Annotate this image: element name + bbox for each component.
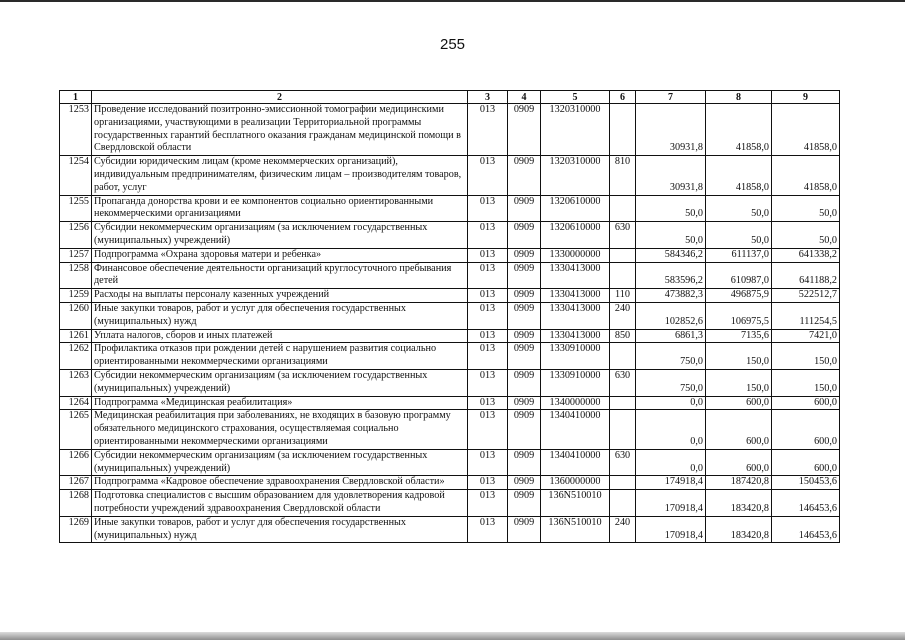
row-number: 1253 — [60, 104, 92, 156]
row-ministry-code: 013 — [468, 449, 508, 476]
row-value-col9: 111254,5 — [772, 302, 840, 329]
row-number: 1255 — [60, 195, 92, 222]
row-number: 1260 — [60, 302, 92, 329]
row-name: Подпрограмма «Охрана здоровья матери и ребенка» — [92, 248, 468, 262]
row-value-col8: 183420,8 — [706, 490, 772, 517]
row-value-col8: 50,0 — [706, 222, 772, 249]
row-target-code: 1340410000 — [541, 449, 610, 476]
row-value-col9: 7421,0 — [772, 329, 840, 343]
row-value-col7: 30931,8 — [636, 156, 706, 195]
row-ministry-code: 013 — [468, 516, 508, 543]
table-body — [60, 104, 840, 543]
row-value-col8: 610987,0 — [706, 262, 772, 289]
row-value-col9: 641188,2 — [772, 262, 840, 289]
row-number: 1264 — [60, 396, 92, 410]
table-row — [60, 222, 840, 249]
row-value-col9: 41858,0 — [772, 156, 840, 195]
table-row — [60, 104, 840, 156]
row-value-col7: 170918,4 — [636, 516, 706, 543]
row-value-col7: 750,0 — [636, 369, 706, 396]
row-expense-type: 630 — [610, 449, 636, 476]
row-value-col7: 30931,8 — [636, 104, 706, 156]
row-name: Субсидии некоммерческим организациям (за исключением государственных (муниципальных) учреждений) — [92, 449, 468, 476]
row-value-col8: 150,0 — [706, 343, 772, 370]
row-target-code: 1320310000 — [541, 104, 610, 156]
row-ministry-code: 013 — [468, 262, 508, 289]
row-value-col8: 187420,8 — [706, 476, 772, 490]
row-target-code: 1330910000 — [541, 343, 610, 370]
row-target-code: 1340000000 — [541, 396, 610, 410]
row-target-code: 1340410000 — [541, 410, 610, 449]
row-value-col7: 0,0 — [636, 449, 706, 476]
table-row — [60, 289, 840, 303]
row-number: 1268 — [60, 490, 92, 517]
row-section-code: 0909 — [508, 262, 541, 289]
row-value-col9: 50,0 — [772, 222, 840, 249]
row-target-code: 1330910000 — [541, 369, 610, 396]
row-value-col7: 750,0 — [636, 343, 706, 370]
row-value-col8: 600,0 — [706, 396, 772, 410]
row-number: 1267 — [60, 476, 92, 490]
header-col-6: 6 — [610, 91, 636, 104]
row-number: 1257 — [60, 248, 92, 262]
row-value-col8: 600,0 — [706, 449, 772, 476]
header-col-8: 8 — [706, 91, 772, 104]
row-value-col8: 50,0 — [706, 195, 772, 222]
row-number: 1269 — [60, 516, 92, 543]
row-ministry-code: 013 — [468, 369, 508, 396]
row-number: 1265 — [60, 410, 92, 449]
row-value-col9: 522512,7 — [772, 289, 840, 303]
row-value-col8: 41858,0 — [706, 104, 772, 156]
row-name: Подготовка специалистов с высшим образованием для удовлетворения кадровой потребности учреждений здравоохранения Свердловской области — [92, 490, 468, 517]
row-value-col8: 183420,8 — [706, 516, 772, 543]
header-col-2: 2 — [92, 91, 468, 104]
row-ministry-code: 013 — [468, 222, 508, 249]
row-section-code: 0909 — [508, 369, 541, 396]
page-number: 255 — [439, 36, 466, 53]
table-row — [60, 516, 840, 543]
row-value-col9: 150,0 — [772, 343, 840, 370]
row-value-col7: 50,0 — [636, 222, 706, 249]
row-value-col9: 641338,2 — [772, 248, 840, 262]
row-target-code: 136N510010 — [541, 490, 610, 517]
row-ministry-code: 013 — [468, 490, 508, 517]
row-ministry-code: 013 — [468, 329, 508, 343]
row-number: 1263 — [60, 369, 92, 396]
row-name: Субсидии некоммерческим организациям (за исключением государственных (муниципальных) учреждений) — [92, 369, 468, 396]
header-row — [60, 91, 840, 104]
row-value-col7: 583596,2 — [636, 262, 706, 289]
row-name: Субсидии некоммерческим организациям (за исключением государственных (муниципальных) учреждений) — [92, 222, 468, 249]
row-target-code: 1320610000 — [541, 195, 610, 222]
row-name: Профилактика отказов при рождении детей с нарушением развития социально ориентированными некоммерческими организациями — [92, 343, 468, 370]
header-col-3: 3 — [468, 91, 508, 104]
row-number: 1258 — [60, 262, 92, 289]
row-ministry-code: 013 — [468, 289, 508, 303]
row-section-code: 0909 — [508, 289, 541, 303]
row-value-col7: 102852,6 — [636, 302, 706, 329]
row-expense-type — [610, 476, 636, 490]
row-target-code: 1330413000 — [541, 289, 610, 303]
table-row — [60, 490, 840, 517]
table-row — [60, 410, 840, 449]
row-target-code: 1330413000 — [541, 302, 610, 329]
row-value-col7: 473882,3 — [636, 289, 706, 303]
table-row — [60, 449, 840, 476]
row-number: 1266 — [60, 449, 92, 476]
header-col-5: 5 — [541, 91, 610, 104]
table-row — [60, 302, 840, 329]
row-expense-type — [610, 248, 636, 262]
row-section-code: 0909 — [508, 410, 541, 449]
row-section-code: 0909 — [508, 516, 541, 543]
row-section-code: 0909 — [508, 343, 541, 370]
table-row — [60, 262, 840, 289]
row-value-col8: 106975,5 — [706, 302, 772, 329]
row-section-code: 0909 — [508, 476, 541, 490]
row-section-code: 0909 — [508, 329, 541, 343]
table-row — [60, 369, 840, 396]
row-value-col7: 50,0 — [636, 195, 706, 222]
row-number: 1259 — [60, 289, 92, 303]
row-value-col8: 611137,0 — [706, 248, 772, 262]
row-name: Расходы на выплаты персоналу казенных учреждений — [92, 289, 468, 303]
row-name: Подпрограмма «Медицинская реабилитация» — [92, 396, 468, 410]
table-row — [60, 329, 840, 343]
row-target-code: 1330413000 — [541, 329, 610, 343]
row-value-col7: 0,0 — [636, 396, 706, 410]
row-section-code: 0909 — [508, 156, 541, 195]
row-ministry-code: 013 — [468, 248, 508, 262]
row-value-col7: 0,0 — [636, 410, 706, 449]
row-target-code: 136N510010 — [541, 516, 610, 543]
row-section-code: 0909 — [508, 449, 541, 476]
row-value-col9: 150,0 — [772, 369, 840, 396]
row-expense-type: 630 — [610, 369, 636, 396]
header-col-9: 9 — [772, 91, 840, 104]
row-name: Пропаганда донорства крови и ее компонентов социально ориентированными некоммерческими организациями — [92, 195, 468, 222]
row-ministry-code: 013 — [468, 476, 508, 490]
table-row — [60, 396, 840, 410]
row-ministry-code: 013 — [468, 302, 508, 329]
row-expense-type — [610, 262, 636, 289]
row-value-col7: 174918,4 — [636, 476, 706, 490]
row-ministry-code: 013 — [468, 343, 508, 370]
row-target-code: 1360000000 — [541, 476, 610, 490]
row-expense-type: 110 — [610, 289, 636, 303]
header-col-4: 4 — [508, 91, 541, 104]
row-number: 1262 — [60, 343, 92, 370]
row-value-col8: 7135,6 — [706, 329, 772, 343]
header-col-7: 7 — [636, 91, 706, 104]
row-expense-type — [610, 104, 636, 156]
row-ministry-code: 013 — [468, 195, 508, 222]
row-expense-type — [610, 396, 636, 410]
row-section-code: 0909 — [508, 302, 541, 329]
row-name: Иные закупки товаров, работ и услуг для обеспечения государственных (муниципальных) нужд — [92, 516, 468, 543]
row-section-code: 0909 — [508, 490, 541, 517]
row-expense-type: 630 — [610, 222, 636, 249]
row-ministry-code: 013 — [468, 410, 508, 449]
row-name: Финансовое обеспечение деятельности организаций круглосуточного пребывания детей — [92, 262, 468, 289]
row-target-code: 1330000000 — [541, 248, 610, 262]
row-ministry-code: 013 — [468, 104, 508, 156]
row-name: Проведение исследований позитронно-эмиссионной томографии медицинскими организациями, участвующими в реализации Территориальной программы государственных гарантий бесплатного оказания гражданам медицинской помощи в Свердловской области — [92, 104, 468, 156]
row-number: 1256 — [60, 222, 92, 249]
row-expense-type — [610, 490, 636, 517]
row-section-code: 0909 — [508, 222, 541, 249]
row-ministry-code: 013 — [468, 396, 508, 410]
row-value-col7: 584346,2 — [636, 248, 706, 262]
row-expense-type: 850 — [610, 329, 636, 343]
row-expense-type: 810 — [610, 156, 636, 195]
row-value-col7: 170918,4 — [636, 490, 706, 517]
row-target-code: 1330413000 — [541, 262, 610, 289]
row-value-col9: 146453,6 — [772, 516, 840, 543]
row-section-code: 0909 — [508, 104, 541, 156]
row-value-col8: 41858,0 — [706, 156, 772, 195]
row-number: 1254 — [60, 156, 92, 195]
row-section-code: 0909 — [508, 195, 541, 222]
row-expense-type — [610, 410, 636, 449]
row-name: Медицинская реабилитация при заболеваниях, не входящих в базовую программу обязательного медицинского страхования, осуществляемая социально ориентированными некоммерческими организациями — [92, 410, 468, 449]
table-row — [60, 195, 840, 222]
scan-edge-bottom — [0, 632, 905, 640]
row-value-col9: 150453,6 — [772, 476, 840, 490]
row-name: Субсидии юридическим лицам (кроме некоммерческих организаций), индивидуальным предпринимателям, физическим лицам – производителям товаров, работ, услуг — [92, 156, 468, 195]
row-value-col8: 600,0 — [706, 410, 772, 449]
row-value-col9: 600,0 — [772, 410, 840, 449]
row-expense-type: 240 — [610, 516, 636, 543]
row-ministry-code: 013 — [468, 156, 508, 195]
table-row — [60, 476, 840, 490]
row-value-col8: 150,0 — [706, 369, 772, 396]
row-number: 1261 — [60, 329, 92, 343]
row-target-code: 1320610000 — [541, 222, 610, 249]
row-value-col9: 41858,0 — [772, 104, 840, 156]
row-value-col8: 496875,9 — [706, 289, 772, 303]
row-value-col9: 600,0 — [772, 449, 840, 476]
budget-table — [59, 90, 840, 543]
table-row — [60, 156, 840, 195]
table-row — [60, 248, 840, 262]
row-value-col9: 600,0 — [772, 396, 840, 410]
row-expense-type — [610, 343, 636, 370]
row-value-col7: 6861,3 — [636, 329, 706, 343]
row-name: Иные закупки товаров, работ и услуг для обеспечения государственных (муниципальных) нужд — [92, 302, 468, 329]
header-col-1: 1 — [60, 91, 92, 104]
scan-edge-top — [0, 0, 905, 2]
row-expense-type: 240 — [610, 302, 636, 329]
row-target-code: 1320310000 — [541, 156, 610, 195]
row-value-col9: 50,0 — [772, 195, 840, 222]
table-row — [60, 343, 840, 370]
row-name: Подпрограмма «Кадровое обеспечение здравоохранения Свердловской области» — [92, 476, 468, 490]
row-name: Уплата налогов, сборов и иных платежей — [92, 329, 468, 343]
row-expense-type — [610, 195, 636, 222]
row-value-col9: 146453,6 — [772, 490, 840, 517]
row-section-code: 0909 — [508, 396, 541, 410]
row-section-code: 0909 — [508, 248, 541, 262]
